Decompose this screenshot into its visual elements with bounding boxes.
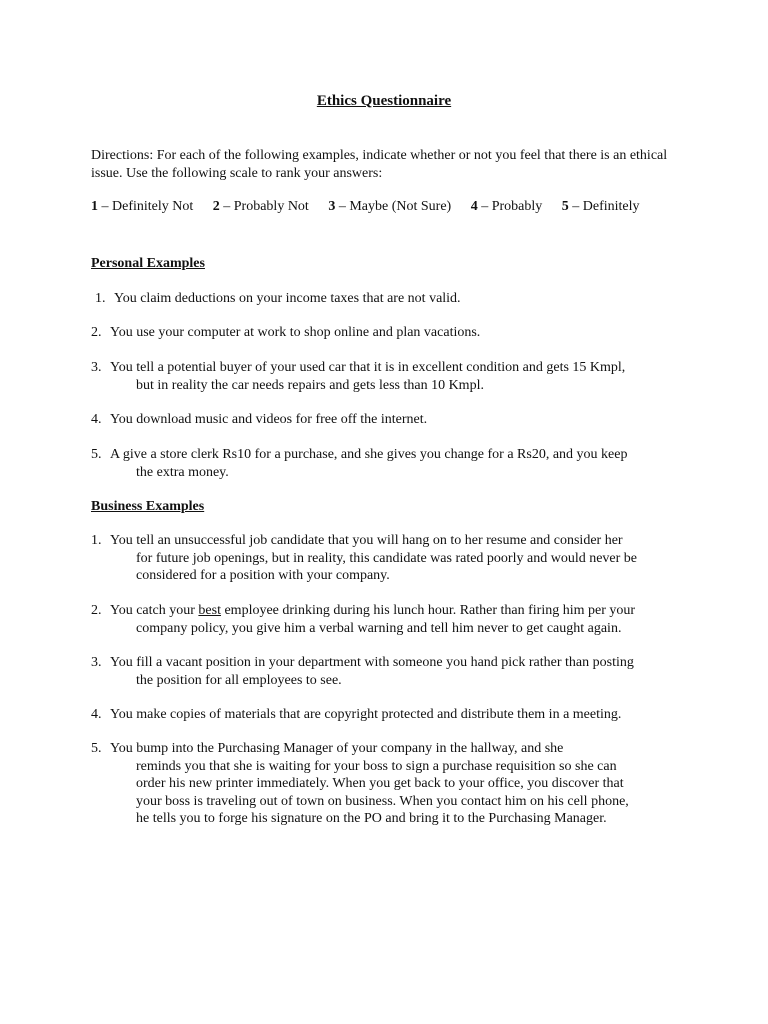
question-item: [91, 532, 691, 585]
question-text: You fill a vacant position in your department with someone you hand pick rather than posting: [110, 655, 634, 670]
question-text-continued: reminds you that she is waiting for your boss to sign a purchase requisition so she can: [136, 758, 617, 774]
question-item: [91, 290, 691, 308]
question-number: 1.: [91, 533, 102, 548]
emphasized-word: best: [198, 603, 221, 618]
question-number: 3.: [91, 655, 102, 670]
question-item: [91, 359, 691, 394]
question-text: You make copies of materials that are copyright protected and distribute them in a meeting.: [110, 707, 622, 722]
question-text-continued: company policy, you give him a verbal warning and tell him never to get caught again.: [136, 620, 622, 636]
scale-label: – Probably Not: [219, 199, 309, 214]
section-heading-business: Business Examples: [91, 499, 205, 514]
question-text: You use your computer at work to shop online and plan vacations.: [110, 325, 481, 340]
question-text: You claim deductions on your income taxes that are not valid.: [114, 291, 461, 306]
question-text-pre: You catch your: [110, 603, 199, 618]
scale-item: [328, 199, 451, 214]
question-text-continued: considered for a position with your company.: [136, 568, 390, 583]
question-item: [91, 446, 691, 481]
question-text-continued: your boss is traveling out of town on business. When you contact him on his cell phone,: [136, 793, 629, 809]
scale-number: 4: [470, 199, 478, 214]
question-text: You tell an unsuccessful job candidate that you will hang on to her resume and consider her: [110, 533, 623, 548]
question-text-continued: but in reality the car needs repairs and gets less than 10 Kmpl.: [136, 377, 484, 393]
question-text-continued: order his new printer immediately. When you get back to your office, you discover that: [136, 776, 624, 791]
question-number: 2.: [91, 603, 102, 618]
question-item: [91, 324, 691, 342]
question-item: [91, 740, 691, 828]
question-text: A give a store clerk Rs10 for a purchase, and she gives you change for a Rs20, and you keep: [110, 447, 628, 462]
question-text-continued: the extra money.: [136, 464, 229, 480]
question-text-post: employee drinking during his lunch hour. Rather than firing him per your: [220, 603, 636, 618]
scale-item: [91, 199, 193, 214]
scale-item: [471, 199, 543, 214]
scale-label: – Definitely Not: [98, 199, 194, 214]
scale-number: 1: [91, 199, 98, 214]
scale-item: [562, 199, 640, 214]
scale-label: – Maybe (Not Sure): [335, 199, 452, 214]
question-text: You tell a potential buyer of your used car that it is in excellent condition and gets 15 Kmpl,: [110, 360, 626, 375]
question-text-continued: for future job openings, but in reality, this candidate was rated poorly and would never be: [136, 550, 638, 566]
question-text: You bump into the Purchasing Manager of your company in the hallway, and she: [110, 741, 564, 756]
question-number: 4.: [91, 707, 102, 722]
scale-label: – Definitely: [568, 199, 640, 214]
scale-number: 2: [212, 199, 220, 214]
rating-scale: [91, 198, 711, 216]
page-title: Ethics Questionnaire: [316, 93, 452, 109]
question-number: 4.: [91, 412, 102, 427]
scale-number: 3: [328, 199, 336, 214]
question-number: 1.: [95, 291, 106, 306]
question-item: [91, 706, 691, 724]
question-text-continued: he tells you to forge his signature on the PO and bring it to the Purchasing Manager.: [136, 811, 607, 826]
question-number: 5.: [91, 447, 102, 462]
question-number: 3.: [91, 360, 102, 375]
question-item: [91, 602, 691, 637]
question-text-continued: the position for all employees to see.: [136, 672, 342, 688]
scale-label: – Probably: [477, 199, 543, 214]
question-number: 2.: [91, 325, 102, 340]
section-heading-personal: Personal Examples: [91, 256, 205, 271]
question-text: You download music and videos for free off the internet.: [110, 412, 428, 427]
scale-item: [213, 199, 309, 214]
directions-text: Directions: For each of the following examples, indicate whether or not you feel that there is an ethical issue. Use the following scale to rank your answers:: [91, 148, 668, 181]
scale-number: 5: [561, 199, 569, 214]
question-item: [91, 654, 691, 689]
question-number: 5.: [91, 741, 102, 756]
question-item: [91, 411, 691, 429]
